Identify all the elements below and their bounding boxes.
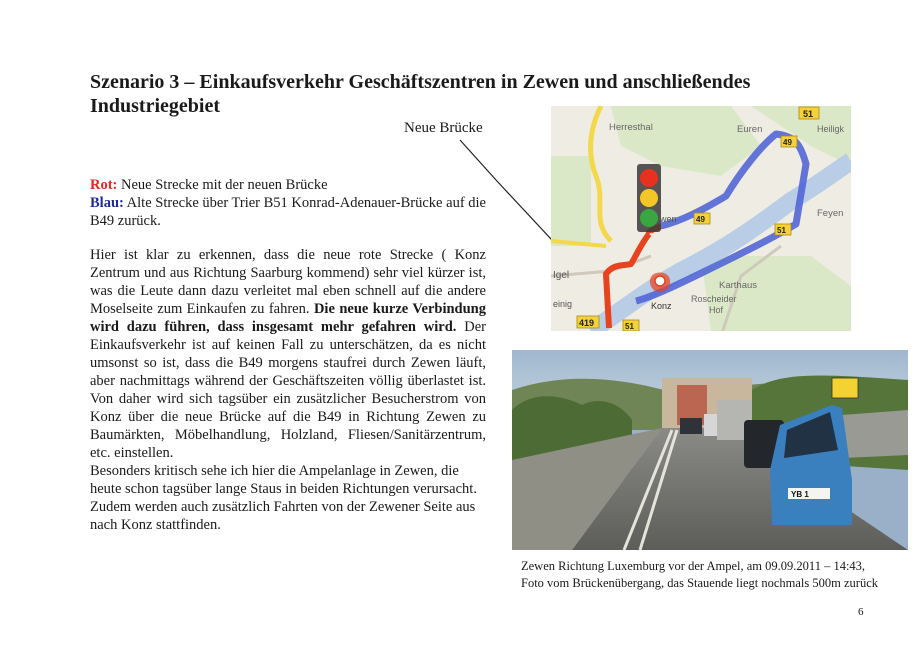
road-badge-b51-right bbox=[775, 224, 791, 235]
place-konz: Konz bbox=[651, 301, 672, 311]
traffic-photo bbox=[512, 350, 908, 550]
legend-red-key: Rot: bbox=[90, 177, 118, 193]
road-badge-b49-mid bbox=[694, 213, 710, 224]
guard-rail bbox=[842, 410, 908, 458]
place-heilig: Heiligk bbox=[817, 124, 845, 134]
road-badge-b51-bottom bbox=[623, 320, 639, 331]
road-badge-b419 bbox=[577, 316, 599, 328]
traffic-light-red bbox=[640, 169, 658, 187]
svg-text:51: 51 bbox=[803, 109, 814, 119]
route-legend bbox=[90, 176, 486, 230]
place-hof: Hof bbox=[709, 305, 724, 315]
svg-text:419: 419 bbox=[579, 318, 595, 328]
road-badge-b49-top bbox=[781, 136, 797, 147]
legend-blue-text: Alte Strecke über Trier B51 Konrad-Adenauer-Brücke auf die B49 zurück. bbox=[90, 195, 486, 229]
place-einig: einig bbox=[553, 299, 573, 309]
paragraph-1-b: Der Einkaufsverkehr ist auf keinen Fall zu unterschätzen, da es nicht umsonst so ist, dass die B49 morgens staufrei durch Zewen läuft, aber nachmittags während der Geschäftszeiten völlig überlastet ist. Von daher wird sich tagsüber ein zusätzlicher Besucherstrom von Konz über die neue Brücke auf die B49 in Richtung Zewen zu Baumärkten, Möbelhandlung, Holzland, Fliesen/Sanitärzentrum, etc. einstellen. bbox=[90, 319, 486, 461]
road-badge-b51-top bbox=[799, 107, 819, 119]
legend-blue-key: Blau: bbox=[90, 195, 124, 211]
place-euren: Euren bbox=[737, 124, 763, 135]
photo-caption bbox=[521, 558, 911, 592]
green-area-4 bbox=[551, 156, 591, 246]
page-number: 6 bbox=[858, 606, 864, 618]
svg-text:51: 51 bbox=[777, 226, 786, 235]
paragraph-2: Besonders kritisch sehe ich hier die Ampelanlage in Zewen, die heute schon tagsüber lange Staus in beiden Richtungen verursacht. Zudem werden auch zusätzlich Fahrten von der Zewener Seite aus nach Konz stattfinden. bbox=[90, 463, 477, 533]
bridge-label: Neue Brücke bbox=[404, 120, 483, 136]
car-far-1 bbox=[680, 418, 702, 434]
paragraph-1-bold: Die neue kurze Verbindung wird dazu führen, dass insgesamt mehr gefahren wird. bbox=[90, 301, 486, 335]
map-pin-dot bbox=[655, 276, 665, 286]
place-igel: Igel bbox=[553, 270, 570, 281]
traffic-light-green bbox=[640, 209, 658, 227]
legend-red bbox=[90, 176, 486, 194]
page-title: Szenario 3 – Einkaufsverkehr Geschäftszentren in Zewen und anschließendes Industriegebiet bbox=[90, 71, 751, 117]
place-feyen: Feyen bbox=[817, 208, 844, 219]
license-plate-text: YB 1 bbox=[791, 490, 809, 499]
legend-red-text: Neue Strecke mit der neuen Brücke bbox=[117, 177, 328, 193]
route-map bbox=[551, 106, 851, 331]
svg-text:49: 49 bbox=[696, 215, 705, 224]
legend-blue bbox=[90, 194, 486, 230]
paragraph-1 bbox=[90, 246, 486, 462]
svg-text:49: 49 bbox=[783, 138, 792, 147]
caption-line-1: Zewen Richtung Luxemburg vor der Ampel, am 09.09.2011 – 14:43, bbox=[521, 559, 866, 573]
place-karthaus: Karthaus bbox=[719, 280, 758, 291]
caption-line-2: Foto vom Brückenübergang, das Stauende liegt nochmals 500m zurück bbox=[521, 576, 878, 590]
paragraph-1-a: Hier ist klar zu erkennen, dass die neue rote Strecke ( Konz Zentrum und aus Richtung Saarburg kommend) sehr viel kürzer ist, was die Leute dann dazu verleitet mal eben schnell auf die andere Moselseite zum Einkaufen zu fahren. bbox=[90, 247, 486, 317]
svg-text:51: 51 bbox=[625, 322, 634, 331]
yellow-sign bbox=[832, 378, 858, 398]
place-roscheider: Roscheider bbox=[691, 294, 737, 304]
place-zewen: wen bbox=[660, 214, 677, 224]
body-text bbox=[90, 246, 486, 534]
place-herresthal: Herresthal bbox=[609, 122, 653, 133]
traffic-light-yellow bbox=[640, 189, 658, 207]
